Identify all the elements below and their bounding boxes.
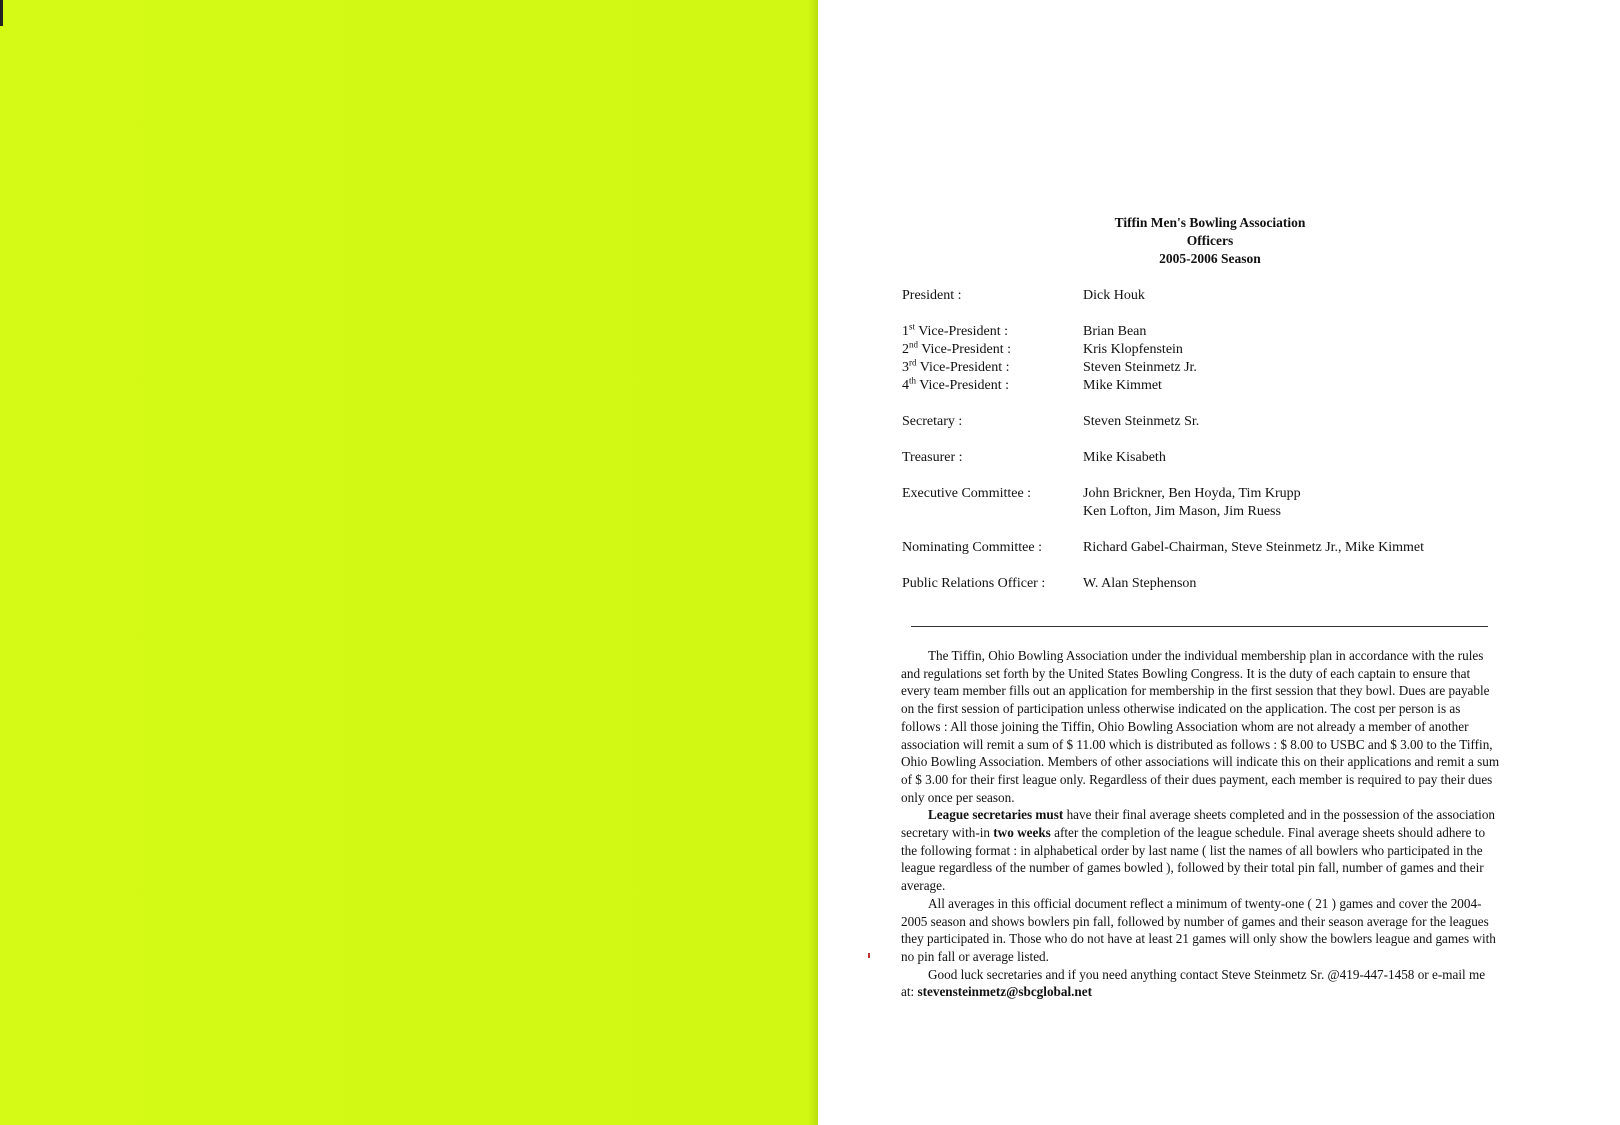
notice-paragraph-secretaries: League secretaries must have their final average sheets completed and in the possession of the association secretary with-in two weeks after the completion of the league schedule. Final average sheets should adhere to the following format : in alphabetical order by last name ( list the names of all bowlers who participated in the league regardless of the number of games bowled ), followed by their total pin fall, number of games and their average. — [901, 807, 1496, 894]
officer-label: 4th Vice-President : — [902, 375, 1010, 393]
officer-name: Mike Kisabeth — [1083, 450, 1166, 465]
officer-label: Nominating Committee : — [902, 540, 1042, 555]
section-divider — [911, 626, 1488, 627]
officer-name: Brian Bean — [1083, 324, 1147, 339]
officer-name: Steven Steinmetz Sr. — [1083, 414, 1200, 429]
officers-heading: Officers — [1186, 233, 1234, 248]
officer-label: Public Relations Officer : — [902, 576, 1046, 591]
officer-label: President : — [902, 288, 962, 303]
document-header — [1000, 214, 1420, 268]
scan-edge-mark — [0, 0, 3, 26]
officer-name: Mike Kimmet — [1083, 378, 1162, 393]
notice-paragraph-membership: The Tiffin, Ohio Bowling Association under the individual membership plan in accordance with the rules and regulations set forth by the United States Bowling Congress. It is the duty of each captain to ensure that every team member fills out an application for membership in the first session that they bowl. Dues are payable on the first session of participation unless otherwise indicated on the application. The cost per person is as follows : All those joining the Tiffin, Ohio Bowling Association whom are not already a member of another association will remit a sum of $ 11.00 which is distributed as follows : $ 8.00 to USBC and $ 3.00 to the Tiffin, Ohio Bowling Association. Members of other associations will indicate this on their applications and remit a sum of $ 3.00 for their first league only. Regardless of their dues payment, each member is required to pay their dues only once per season. — [901, 648, 1500, 805]
notice-paragraph-contact: Good luck secretaries and if you need anything contact Steve Steinmetz Sr. @419-447-1458 or e-mail me at: stevensteinmetz@sbcglobal.net — [901, 966, 1486, 1000]
association-notice — [901, 647, 1501, 1001]
season-heading: 2005-2006 Season — [1159, 251, 1261, 266]
officer-name: Kris Klopfenstein — [1083, 342, 1183, 357]
officer-label: 2nd Vice-President : — [902, 339, 1011, 357]
officer-name: W. Alan Stephenson — [1083, 576, 1197, 591]
stray-ink-mark — [868, 953, 870, 958]
officer-label: Executive Committee : — [902, 486, 1032, 501]
association-title: Tiffin Men's Bowling Association — [1114, 215, 1306, 230]
officer-label: 1st Vice-President : — [902, 321, 1009, 339]
officer-name: Dick Houk — [1083, 288, 1145, 303]
contact-email: stevensteinmetz@sbcglobal.net — [917, 984, 1093, 1000]
officer-label: Secretary : — [902, 414, 963, 429]
officer-label: 3rd Vice-President : — [902, 357, 1010, 375]
notice-paragraph-averages: All averages in this official document reflect a minimum of twenty-one ( 21 ) games and cover the 2004-2005 season and shows bowlers pin fall, followed by number of games and their season average for the leagues they participated in. Those who do not have at least 21 games will only show the bowlers league and games with no pin fall or average listed. — [901, 895, 1496, 964]
officer-label: Treasurer : — [902, 450, 963, 465]
officer-name: Steven Steinmetz Jr. — [1083, 360, 1197, 375]
officer-name: Richard Gabel-Chairman, Steve Steinmetz Jr., Mike Kimmet — [1083, 540, 1424, 555]
page-fold-shadow — [808, 0, 818, 1125]
officer-name: Ken Lofton, Jim Mason, Jim Ruess — [1083, 504, 1281, 519]
officer-name: John Brickner, Ben Hoyda, Tim Krupp — [1083, 486, 1301, 501]
